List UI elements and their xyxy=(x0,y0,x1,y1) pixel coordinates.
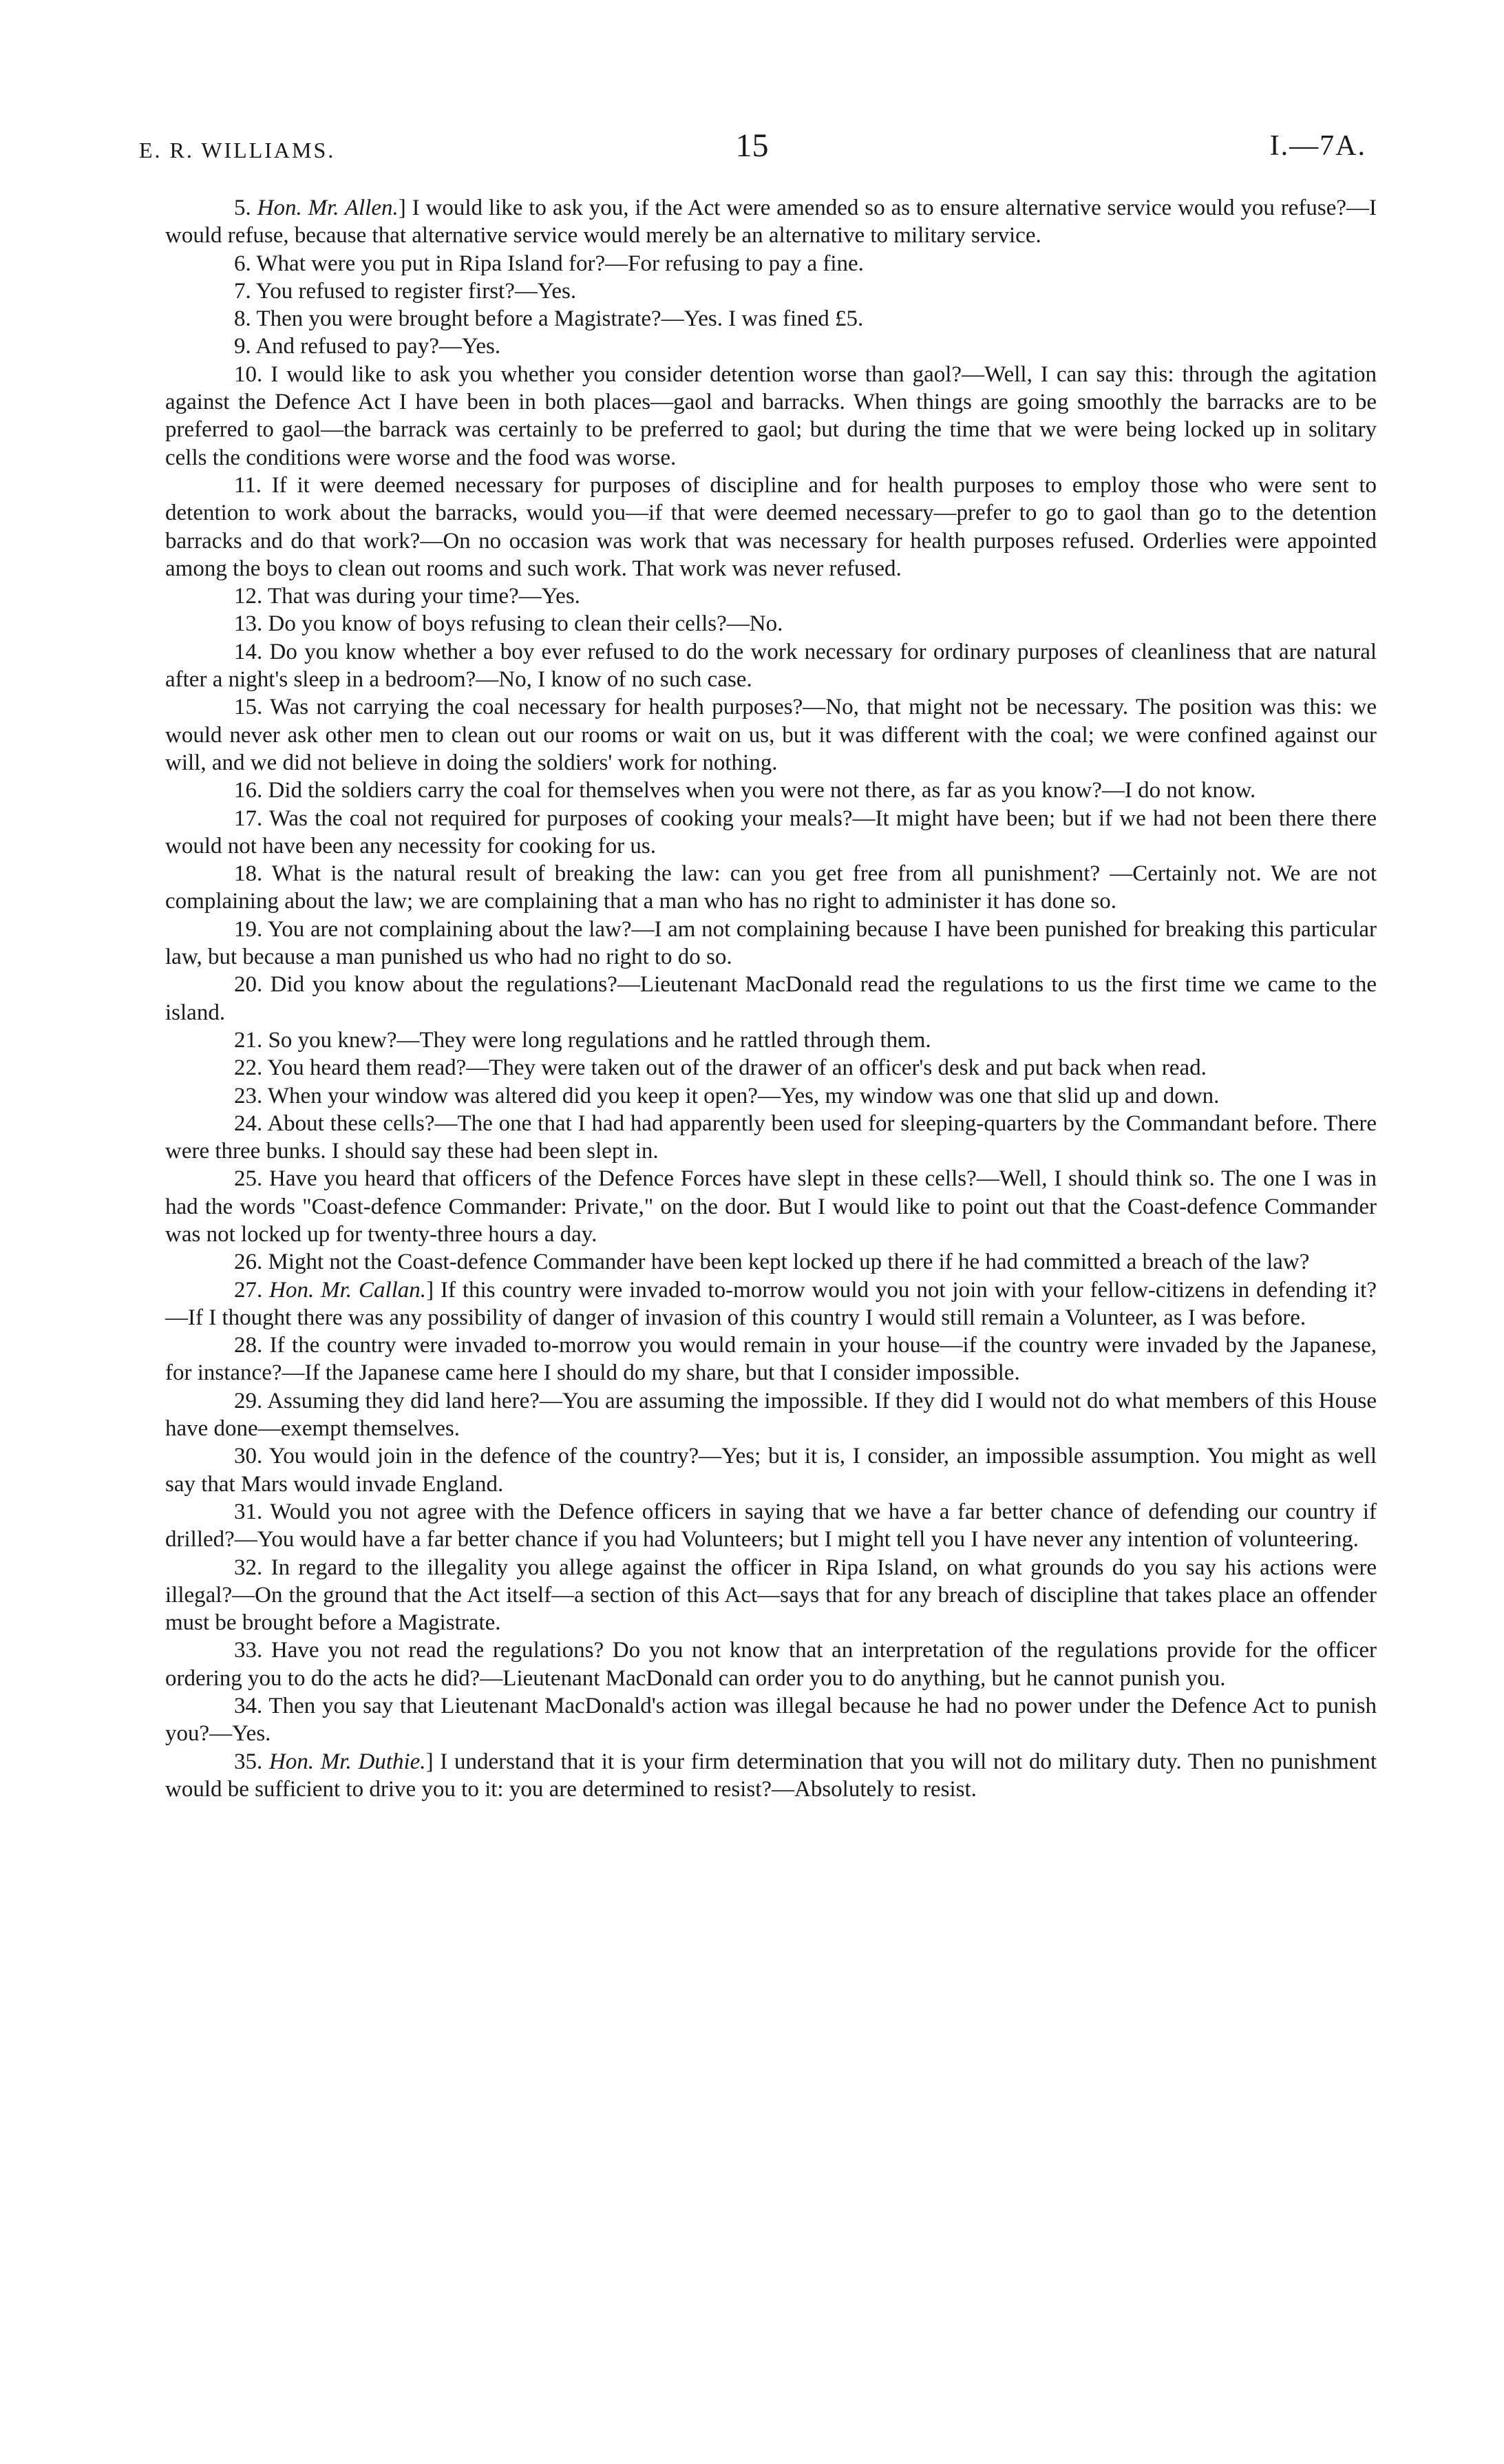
question-paragraph xyxy=(165,805,1377,861)
question-paragraph xyxy=(165,916,1377,971)
question-answer-text: I would like to ask you, if the Act were amended so as to ensure alternative service would you refuse?—I would refuse, because that alternative service would merely be an alternative to military service. xyxy=(165,196,1377,249)
question-paragraph xyxy=(165,472,1377,582)
question-paragraph xyxy=(165,361,1377,472)
question-paragraph xyxy=(165,1082,1377,1110)
page-number: 15 xyxy=(735,127,769,164)
question-paragraph xyxy=(165,1554,1377,1637)
question-answer-text: You refused to register first?—Yes. xyxy=(255,278,577,304)
question-answer-text: So you knew?—They were long regulations and he rattled through them. xyxy=(268,1027,931,1053)
question-answer-text: I understand that it is your firm determination that you will not do military duty. Then no punishment would be sufficient to drive you to it: you are determined to resist?—Absolutely to resist. xyxy=(165,1749,1377,1802)
question-number: 25. xyxy=(234,1166,263,1192)
question-answer-text: What were you put in Ripa Island for?—For refusing to pay a fine. xyxy=(256,251,864,276)
question-answer-text: Did you know about the regulations?—Lieutenant MacDonald read the regulations to us the first time we came to the island. xyxy=(165,972,1377,1025)
question-answer-text: And refused to pay?—Yes. xyxy=(255,334,501,359)
question-paragraph xyxy=(165,305,1377,333)
question-number: 21. xyxy=(234,1027,263,1053)
question-answer-text: That was during your time?—Yes. xyxy=(267,584,580,609)
question-number: 7. xyxy=(234,278,251,304)
question-paragraph xyxy=(165,1110,1377,1166)
paper-reference: I.—7A. xyxy=(1269,130,1366,162)
question-number: 24. xyxy=(234,1110,263,1136)
question-answer-text: Then you say that Lieutenant MacDonald's action was illegal because he had no power under the Defence Act to punish you?—Yes. xyxy=(165,1694,1377,1747)
question-number: 15. xyxy=(234,695,263,720)
question-paragraph xyxy=(165,1026,1377,1054)
question-paragraph xyxy=(165,1498,1377,1554)
question-answer-text: Would you not agree with the Defence officers in saying that we have a far better chance of defending our country if drilled?—You would have a far better chance if you had Volunteers; but I might tell you I have never any intention of volunteering. xyxy=(165,1499,1377,1552)
question-number: 31. xyxy=(234,1499,263,1524)
question-number: 23. xyxy=(234,1083,263,1108)
question-number: 20. xyxy=(234,972,263,998)
evidence-transcript xyxy=(165,194,1377,1803)
page-header xyxy=(138,123,1366,171)
questioner-name: Hon. Mr. Callan. xyxy=(269,1277,427,1303)
question-paragraph xyxy=(165,693,1377,777)
questioner-name: Hon. Mr. Duthie. xyxy=(269,1749,426,1774)
question-number: 12. xyxy=(234,584,263,609)
question-answer-text: You would join in the defence of the country?—Yes; but it is, I consider, an impossible assumption. You might as well say that Mars would invade England. xyxy=(165,1444,1377,1497)
question-number: 8. xyxy=(234,306,251,332)
question-number: 10. xyxy=(234,361,263,387)
question-paragraph: 5. Hon. Mr. Allen.] I would like to ask you, if the Act were amended so as to ensure alternative service would you refuse?—I would refuse, because that alternative service would merely be an alternative to military service. xyxy=(165,196,1377,249)
question-number: 17. xyxy=(234,805,263,831)
question-number: 5. xyxy=(234,196,251,220)
question-answer-text: When your window was altered did you keep it open?—Yes, my window was one that slid up and down. xyxy=(267,1083,1220,1108)
question-number: 29. xyxy=(234,1388,263,1413)
question-answer-text: In regard to the illegality you allege against the officer in Ripa Island, on what grounds do you say his actions were illegal?—On the ground that the Act itself—a section of this Act—says that for any breach of discipline that takes place an offender must be brought before a Magistrate. xyxy=(165,1555,1377,1636)
witness-name: E. R. WILLIAMS. xyxy=(139,138,336,162)
question-number: 11. xyxy=(234,472,262,498)
question-paragraph xyxy=(165,1636,1377,1692)
question-answer-text: Have you not read the regulations? Do you not know that an interpretation of the regulations provide for the officer ordering you to do the acts he did?—Lieutenant MacDonald can order you to do anything, but he cannot punish you. xyxy=(165,1638,1377,1691)
question-paragraph xyxy=(165,638,1377,694)
question-number: 33. xyxy=(234,1638,263,1663)
question-answer-text: If it were deemed necessary for purposes of discipline and for health purposes to employ those who were sent to detention to work about the barracks, would you—if that were deemed necessary—prefer to go to gaol than go to the detention barracks and do that work?—On no occasion was work that was necessary for health purposes refused. Orderlies were appointed among the boys to clean out rooms and such work. That work was never refused. xyxy=(165,472,1377,581)
question-paragraph xyxy=(165,582,1377,610)
question-paragraph xyxy=(165,1442,1377,1498)
question-answer-text: Was the coal not required for purposes of cooking your meals?—It might have been; but if we had not been there there would not have been any necessity for cooking for us. xyxy=(165,805,1377,859)
question-paragraph: 27. Hon. Mr. Callan.] If this country were invaded to-morrow would you not join with your fellow-citizens in defending it?—If I thought there was any possibility of danger of invasion of this country I would still remain a Volunteer, as I was before. xyxy=(165,1277,1377,1330)
question-number: 9. xyxy=(234,334,251,359)
question-number: 32. xyxy=(234,1555,263,1580)
question-answer-text: About these cells?—The one that I had had apparently been used for sleeping-quarters by the Commandant before. There were three bunks. I should say these had been slept in. xyxy=(165,1110,1377,1164)
question-number: 35. xyxy=(234,1749,263,1774)
question-number: 27. xyxy=(234,1277,263,1303)
question-paragraph xyxy=(165,277,1377,305)
question-answer-text: Do you know of boys refusing to clean their cells?—No. xyxy=(268,611,783,637)
question-number: 19. xyxy=(234,916,263,942)
question-number: 26. xyxy=(234,1250,263,1275)
question-paragraph xyxy=(165,333,1377,360)
question-number: 6. xyxy=(234,251,251,276)
question-paragraph xyxy=(165,1387,1377,1443)
question-answer-text: Might not the Coast-defence Commander have been kept locked up there if he had committed a breach of the law? xyxy=(268,1250,1310,1275)
question-answer-text: You are not complaining about the law?—I am not complaining because I have been punished for breaking this particular law, but because a man punished us who had no right to do so. xyxy=(165,916,1377,970)
question-number: 18. xyxy=(234,861,263,887)
question-paragraph xyxy=(165,1248,1377,1276)
question-answer-text: Do you know whether a boy ever refused to do the work necessary for ordinary purposes of cleanliness that are natural after a night's sleep in a bedroom?—No, I know of no such case. xyxy=(165,639,1377,693)
question-answer-text: Was not carrying the coal necessary for health purposes?—No, that might not be necessary. The position was this: we would never ask other men to clean out our rooms or wait on us, but it was different with the coal; we were confined against our will, and we did not believe in doing the soldiers' work for nothing. xyxy=(165,695,1377,775)
question-paragraph xyxy=(165,1165,1377,1248)
question-paragraph: 35. Hon. Mr. Duthie.] I understand that it is your firm determination that you will not do military duty. Then no punishment would be sufficient to drive you to it: you are determined to resist?—Absolutely to resist. xyxy=(165,1749,1377,1802)
question-number: 13. xyxy=(234,611,263,637)
question-answer-text: What is the natural result of breaking the law: can you get free from all punishment? —Certainly not. We are not complaining about the law; we are complaining that a man who has no right to administer it has done so. xyxy=(165,861,1377,914)
question-number: 28. xyxy=(234,1333,263,1358)
question-paragraph xyxy=(165,1054,1377,1082)
questioner-name: Hon. Mr. Allen. xyxy=(257,196,399,220)
question-answer-text: If this country were invaded to-morrow would you not join with your fellow-citizens in defending it?—If I thought there was any possibility of danger of invasion of this country I would still remain a Volunteer, as I was before. xyxy=(165,1277,1377,1330)
question-answer-text: Did the soldiers carry the coal for themselves when you were not there, as far as you know?—I do not know. xyxy=(268,778,1256,803)
question-paragraph xyxy=(165,1692,1377,1748)
question-paragraph xyxy=(165,610,1377,638)
question-paragraph xyxy=(165,1331,1377,1387)
question-number: 16. xyxy=(234,778,263,803)
question-answer-text: Assuming they did land here?—You are assuming the impossible. If they did I would not do what members of this House have done—exempt themselves. xyxy=(165,1388,1377,1442)
question-paragraph xyxy=(165,860,1377,916)
question-answer-text: If the country were invaded to-morrow you would remain in your house—if the country were invaded by the Japanese, for instance?—If the Japanese came here I should do my share, but that I consider impossible. xyxy=(165,1333,1377,1386)
question-number: 30. xyxy=(234,1444,263,1469)
question-answer-text: Have you heard that officers of the Defence Forces have slept in these cells?—Well, I should think so. The one I was in had the words "Coast-defence Commander: Private," on the door. But I would like to point out that the Coast-defence Commander was not locked up for twenty-three hours a day. xyxy=(165,1166,1377,1247)
question-number: 34. xyxy=(234,1694,263,1719)
question-paragraph xyxy=(165,250,1377,277)
question-paragraph xyxy=(165,971,1377,1026)
question-answer-text: You heard them read?—They were taken out of the drawer of an officer's desk and put back when read. xyxy=(267,1055,1207,1081)
question-paragraph xyxy=(165,777,1377,804)
question-number: 22. xyxy=(234,1055,263,1081)
question-number: 14. xyxy=(234,639,263,664)
question-answer-text: Then you were brought before a Magistrate?—Yes. I was fined £5. xyxy=(256,306,864,332)
question-answer-text: I would like to ask you whether you consider detention worse than gaol?—Well, I can say this: through the agitation against the Defence Act I have been in both places—gaol and barracks. When things are going smoothly the barracks are to be preferred to gaol—the barrack was certainly to be preferred to gaol; but during the time that we were being locked up in solitary cells the conditions were worse and the food was worse. xyxy=(165,361,1377,470)
